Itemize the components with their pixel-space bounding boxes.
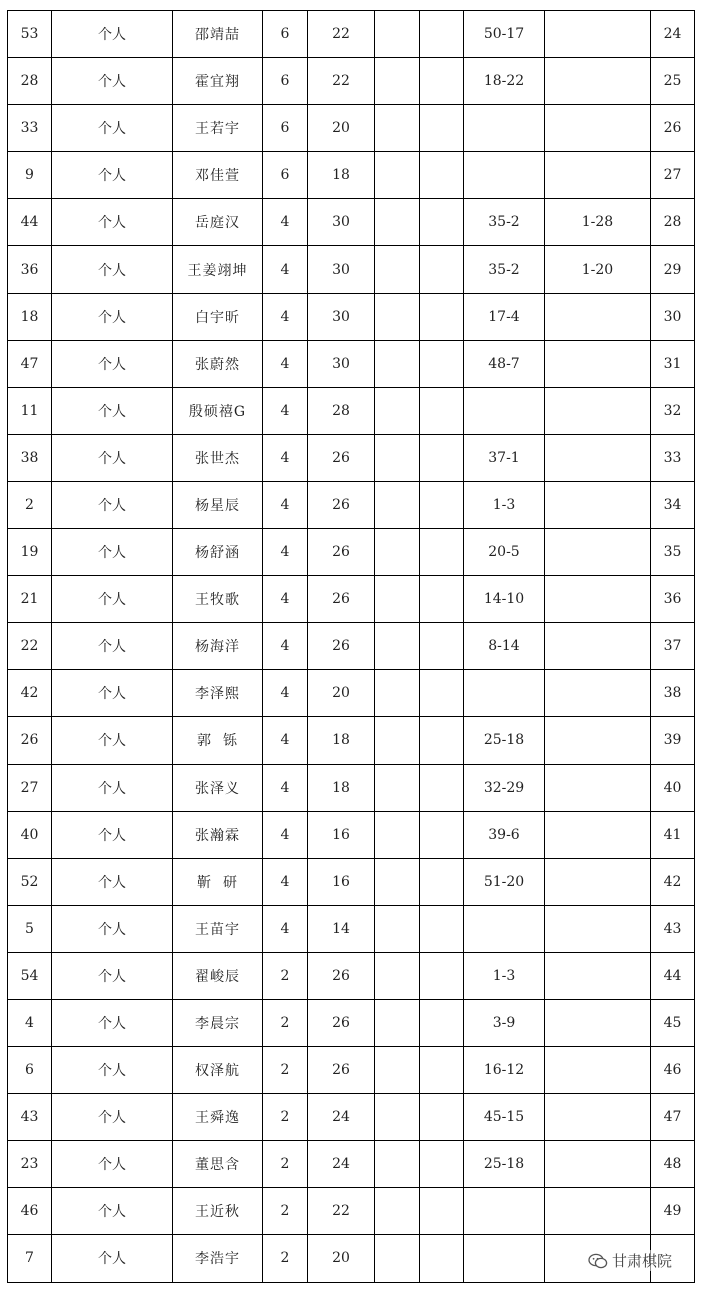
cell-col6 — [375, 811, 420, 858]
cell-number: 43 — [8, 1094, 52, 1141]
cell-opponents: 25-18 — [464, 1141, 545, 1188]
cell-number: 53 — [8, 11, 52, 58]
cell-col6 — [375, 481, 420, 528]
cell-player-name: 王姜翊坤 — [173, 246, 263, 293]
cell-col7 — [420, 905, 464, 952]
cell-tiebreak: 26 — [308, 434, 375, 481]
cell-extra — [545, 1188, 651, 1235]
cell-rank: 49 — [651, 1188, 695, 1235]
cell-number: 21 — [8, 576, 52, 623]
cell-entry-type: 个人 — [52, 529, 173, 576]
cell-player-name: 杨舒涵 — [173, 529, 263, 576]
cell-number: 40 — [8, 811, 52, 858]
cell-rank: 40 — [651, 764, 695, 811]
cell-tiebreak: 16 — [308, 811, 375, 858]
cell-opponents: 3-9 — [464, 999, 545, 1046]
cell-tiebreak: 26 — [308, 576, 375, 623]
cell-opponents: 17-4 — [464, 293, 545, 340]
cell-tiebreak: 26 — [308, 623, 375, 670]
cell-number: 54 — [8, 952, 52, 999]
cell-tiebreak: 16 — [308, 858, 375, 905]
cell-player-name: 王苗宇 — [173, 905, 263, 952]
table-row — [8, 1047, 695, 1094]
cell-number: 28 — [8, 58, 52, 105]
cell-extra — [545, 11, 651, 58]
cell-entry-type: 个人 — [52, 105, 173, 152]
cell-rank: 24 — [651, 11, 695, 58]
cell-extra — [545, 529, 651, 576]
cell-number: 2 — [8, 481, 52, 528]
cell-opponents: 25-18 — [464, 717, 545, 764]
cell-rank: 29 — [651, 246, 695, 293]
cell-extra — [545, 670, 651, 717]
table-row — [8, 1141, 695, 1188]
cell-col7 — [420, 952, 464, 999]
cell-number: 4 — [8, 999, 52, 1046]
cell-col6 — [375, 1141, 420, 1188]
table-row — [8, 1188, 695, 1235]
table-row — [8, 11, 695, 58]
cell-opponents: 1-3 — [464, 481, 545, 528]
cell-opponents: 45-15 — [464, 1094, 545, 1141]
cell-col6 — [375, 576, 420, 623]
cell-tiebreak: 30 — [308, 199, 375, 246]
table-row — [8, 764, 695, 811]
cell-rank: 41 — [651, 811, 695, 858]
cell-col7 — [420, 1094, 464, 1141]
cell-rank: 39 — [651, 717, 695, 764]
cell-rank: 43 — [651, 905, 695, 952]
cell-extra — [545, 58, 651, 105]
cell-entry-type: 个人 — [52, 152, 173, 199]
cell-player-name: 权泽航 — [173, 1047, 263, 1094]
cell-col6 — [375, 670, 420, 717]
cell-score: 4 — [263, 623, 308, 670]
cell-col6 — [375, 529, 420, 576]
cell-opponents: 48-7 — [464, 340, 545, 387]
cell-score: 4 — [263, 481, 308, 528]
table-row — [8, 434, 695, 481]
cell-entry-type: 个人 — [52, 999, 173, 1046]
cell-player-name: 李泽熙 — [173, 670, 263, 717]
cell-number: 5 — [8, 905, 52, 952]
cell-score: 2 — [263, 1235, 308, 1282]
cell-opponents: 50-17 — [464, 11, 545, 58]
cell-extra — [545, 152, 651, 199]
cell-score: 6 — [263, 105, 308, 152]
cell-player-name: 王近秋 — [173, 1188, 263, 1235]
cell-number: 38 — [8, 434, 52, 481]
cell-score: 2 — [263, 1094, 308, 1141]
cell-entry-type: 个人 — [52, 952, 173, 999]
table-row — [8, 858, 695, 905]
cell-col7 — [420, 1188, 464, 1235]
cell-rank: 33 — [651, 434, 695, 481]
cell-extra: 1-28 — [545, 199, 651, 246]
cell-tiebreak: 20 — [308, 670, 375, 717]
cell-extra — [545, 858, 651, 905]
table-row — [8, 105, 695, 152]
cell-entry-type: 个人 — [52, 811, 173, 858]
cell-col7 — [420, 811, 464, 858]
cell-extra — [545, 905, 651, 952]
cell-col6 — [375, 199, 420, 246]
table-row — [8, 529, 695, 576]
results-table — [7, 10, 695, 1283]
cell-player-name: 李浩宇 — [173, 1235, 263, 1282]
cell-player-name: 邵靖喆 — [173, 11, 263, 58]
cell-col6 — [375, 764, 420, 811]
cell-player-name: 霍宜翔 — [173, 58, 263, 105]
cell-col7 — [420, 670, 464, 717]
cell-player-name: 李晨宗 — [173, 999, 263, 1046]
cell-opponents: 35-2 — [464, 199, 545, 246]
wechat-icon — [588, 1253, 608, 1269]
table-row — [8, 623, 695, 670]
cell-score: 4 — [263, 387, 308, 434]
cell-score: 2 — [263, 999, 308, 1046]
cell-rank: 36 — [651, 576, 695, 623]
cell-tiebreak: 18 — [308, 717, 375, 764]
cell-entry-type: 个人 — [52, 11, 173, 58]
cell-entry-type: 个人 — [52, 1141, 173, 1188]
cell-opponents — [464, 1235, 545, 1282]
cell-score: 4 — [263, 293, 308, 340]
cell-col7 — [420, 1235, 464, 1282]
cell-number: 47 — [8, 340, 52, 387]
cell-number: 36 — [8, 246, 52, 293]
cell-col7 — [420, 434, 464, 481]
cell-col6 — [375, 152, 420, 199]
cell-col6 — [375, 105, 420, 152]
cell-extra — [545, 717, 651, 764]
cell-rank: 42 — [651, 858, 695, 905]
cell-tiebreak: 26 — [308, 481, 375, 528]
cell-extra — [545, 481, 651, 528]
cell-col7 — [420, 199, 464, 246]
cell-player-name: 张世杰 — [173, 434, 263, 481]
cell-col6 — [375, 58, 420, 105]
cell-score: 4 — [263, 717, 308, 764]
cell-rank: 28 — [651, 199, 695, 246]
cell-tiebreak: 22 — [308, 11, 375, 58]
table-row — [8, 152, 695, 199]
cell-tiebreak: 22 — [308, 1188, 375, 1235]
cell-tiebreak: 30 — [308, 246, 375, 293]
wechat-watermark — [588, 1250, 672, 1271]
cell-col7 — [420, 246, 464, 293]
cell-entry-type: 个人 — [52, 576, 173, 623]
table-row — [8, 576, 695, 623]
cell-col6 — [375, 11, 420, 58]
cell-col6 — [375, 1188, 420, 1235]
cell-player-name: 郭 铄 — [173, 717, 263, 764]
cell-col7 — [420, 481, 464, 528]
cell-tiebreak: 22 — [308, 58, 375, 105]
cell-col7 — [420, 999, 464, 1046]
cell-col6 — [375, 623, 420, 670]
cell-score: 2 — [263, 1141, 308, 1188]
cell-extra — [545, 1047, 651, 1094]
cell-rank: 32 — [651, 387, 695, 434]
cell-col7 — [420, 764, 464, 811]
cell-rank: 30 — [651, 293, 695, 340]
cell-number: 42 — [8, 670, 52, 717]
cell-col7 — [420, 717, 464, 764]
cell-player-name: 殷硕禧G — [173, 387, 263, 434]
cell-player-name: 翟峻辰 — [173, 952, 263, 999]
cell-extra — [545, 340, 651, 387]
results-table-body — [8, 11, 695, 1283]
cell-col6 — [375, 340, 420, 387]
table-row — [8, 717, 695, 764]
cell-number: 6 — [8, 1047, 52, 1094]
cell-col7 — [420, 293, 464, 340]
cell-player-name: 白宇昕 — [173, 293, 263, 340]
cell-opponents: 14-10 — [464, 576, 545, 623]
cell-extra — [545, 434, 651, 481]
cell-opponents: 37-1 — [464, 434, 545, 481]
cell-tiebreak: 26 — [308, 999, 375, 1046]
cell-col6 — [375, 387, 420, 434]
cell-entry-type: 个人 — [52, 764, 173, 811]
cell-tiebreak: 30 — [308, 293, 375, 340]
cell-score: 4 — [263, 764, 308, 811]
table-row — [8, 246, 695, 293]
cell-score: 6 — [263, 58, 308, 105]
cell-entry-type: 个人 — [52, 246, 173, 293]
cell-extra: 1-20 — [545, 246, 651, 293]
cell-tiebreak: 24 — [308, 1094, 375, 1141]
cell-number: 26 — [8, 717, 52, 764]
cell-rank: 48 — [651, 1141, 695, 1188]
cell-player-name: 杨海洋 — [173, 623, 263, 670]
cell-col6 — [375, 717, 420, 764]
table-row — [8, 387, 695, 434]
cell-player-name: 王若宇 — [173, 105, 263, 152]
cell-entry-type: 个人 — [52, 1188, 173, 1235]
cell-score: 4 — [263, 811, 308, 858]
cell-col7 — [420, 58, 464, 105]
cell-col6 — [375, 858, 420, 905]
cell-opponents: 39-6 — [464, 811, 545, 858]
cell-extra — [545, 293, 651, 340]
cell-score: 4 — [263, 340, 308, 387]
table-row — [8, 1094, 695, 1141]
table-row — [8, 952, 695, 999]
cell-extra — [545, 811, 651, 858]
cell-score: 4 — [263, 434, 308, 481]
cell-extra — [545, 105, 651, 152]
cell-number: 52 — [8, 858, 52, 905]
cell-score: 4 — [263, 199, 308, 246]
cell-number: 18 — [8, 293, 52, 340]
cell-tiebreak: 26 — [308, 1047, 375, 1094]
cell-rank: 26 — [651, 105, 695, 152]
cell-entry-type: 个人 — [52, 1235, 173, 1282]
cell-score: 2 — [263, 1047, 308, 1094]
cell-rank: 47 — [651, 1094, 695, 1141]
table-row — [8, 58, 695, 105]
table-row — [8, 199, 695, 246]
cell-col6 — [375, 905, 420, 952]
cell-number: 19 — [8, 529, 52, 576]
cell-score: 4 — [263, 576, 308, 623]
cell-entry-type: 个人 — [52, 387, 173, 434]
cell-score: 2 — [263, 1188, 308, 1235]
cell-entry-type: 个人 — [52, 434, 173, 481]
cell-score: 4 — [263, 858, 308, 905]
cell-number: 33 — [8, 105, 52, 152]
table-row — [8, 905, 695, 952]
table-row — [8, 340, 695, 387]
cell-rank: 37 — [651, 623, 695, 670]
cell-tiebreak: 20 — [308, 105, 375, 152]
cell-tiebreak: 18 — [308, 764, 375, 811]
cell-rank: 46 — [651, 1047, 695, 1094]
cell-score: 6 — [263, 11, 308, 58]
cell-opponents: 8-14 — [464, 623, 545, 670]
cell-col6 — [375, 1235, 420, 1282]
cell-rank: 25 — [651, 58, 695, 105]
cell-number: 27 — [8, 764, 52, 811]
cell-col6 — [375, 246, 420, 293]
cell-entry-type: 个人 — [52, 481, 173, 528]
cell-opponents — [464, 387, 545, 434]
cell-tiebreak: 26 — [308, 529, 375, 576]
cell-entry-type: 个人 — [52, 858, 173, 905]
cell-extra — [545, 999, 651, 1046]
cell-col7 — [420, 105, 464, 152]
cell-tiebreak: 14 — [308, 905, 375, 952]
cell-score: 2 — [263, 952, 308, 999]
cell-number: 9 — [8, 152, 52, 199]
cell-col7 — [420, 529, 464, 576]
cell-score: 4 — [263, 905, 308, 952]
cell-rank: 35 — [651, 529, 695, 576]
cell-entry-type: 个人 — [52, 293, 173, 340]
cell-tiebreak: 18 — [308, 152, 375, 199]
cell-extra — [545, 576, 651, 623]
cell-tiebreak: 26 — [308, 952, 375, 999]
cell-col7 — [420, 340, 464, 387]
cell-player-name: 邓佳萱 — [173, 152, 263, 199]
cell-tiebreak: 20 — [308, 1235, 375, 1282]
cell-score: 4 — [263, 670, 308, 717]
cell-entry-type: 个人 — [52, 1094, 173, 1141]
cell-tiebreak: 28 — [308, 387, 375, 434]
cell-player-name: 张蔚然 — [173, 340, 263, 387]
cell-player-name: 张泽义 — [173, 764, 263, 811]
cell-rank: 38 — [651, 670, 695, 717]
table-row — [8, 481, 695, 528]
cell-opponents — [464, 905, 545, 952]
cell-entry-type: 个人 — [52, 623, 173, 670]
cell-col7 — [420, 387, 464, 434]
cell-col6 — [375, 1094, 420, 1141]
cell-extra — [545, 764, 651, 811]
cell-rank: 31 — [651, 340, 695, 387]
cell-extra — [545, 387, 651, 434]
cell-rank: 27 — [651, 152, 695, 199]
cell-tiebreak: 24 — [308, 1141, 375, 1188]
cell-entry-type: 个人 — [52, 905, 173, 952]
cell-entry-type: 个人 — [52, 340, 173, 387]
watermark-text: 甘肃棋院 — [612, 1252, 673, 1270]
cell-score: 6 — [263, 152, 308, 199]
cell-col7 — [420, 623, 464, 670]
cell-opponents — [464, 670, 545, 717]
cell-col7 — [420, 1141, 464, 1188]
cell-col7 — [420, 576, 464, 623]
cell-player-name: 王牧歌 — [173, 576, 263, 623]
cell-number: 23 — [8, 1141, 52, 1188]
cell-tiebreak: 30 — [308, 340, 375, 387]
cell-score: 4 — [263, 246, 308, 293]
cell-player-name: 董思含 — [173, 1141, 263, 1188]
cell-col7 — [420, 858, 464, 905]
cell-player-name: 靳 研 — [173, 858, 263, 905]
cell-extra — [545, 623, 651, 670]
cell-player-name: 王舜逸 — [173, 1094, 263, 1141]
cell-col6 — [375, 434, 420, 481]
cell-col7 — [420, 152, 464, 199]
cell-opponents: 18-22 — [464, 58, 545, 105]
cell-extra — [545, 1094, 651, 1141]
table-row — [8, 670, 695, 717]
cell-rank: 34 — [651, 481, 695, 528]
cell-rank: 44 — [651, 952, 695, 999]
table-row — [8, 811, 695, 858]
cell-opponents — [464, 105, 545, 152]
cell-number: 46 — [8, 1188, 52, 1235]
cell-opponents: 1-3 — [464, 952, 545, 999]
cell-score: 4 — [263, 529, 308, 576]
cell-col7 — [420, 11, 464, 58]
cell-number: 11 — [8, 387, 52, 434]
cell-col6 — [375, 1047, 420, 1094]
cell-opponents: 35-2 — [464, 246, 545, 293]
cell-entry-type: 个人 — [52, 717, 173, 764]
cell-entry-type: 个人 — [52, 1047, 173, 1094]
cell-opponents: 16-12 — [464, 1047, 545, 1094]
cell-entry-type: 个人 — [52, 670, 173, 717]
cell-player-name: 岳庭汉 — [173, 199, 263, 246]
cell-entry-type: 个人 — [52, 58, 173, 105]
cell-col6 — [375, 952, 420, 999]
cell-number: 7 — [8, 1235, 52, 1282]
cell-col6 — [375, 293, 420, 340]
cell-extra — [545, 1141, 651, 1188]
cell-extra — [545, 952, 651, 999]
cell-opponents — [464, 152, 545, 199]
cell-number: 44 — [8, 199, 52, 246]
cell-player-name: 杨星辰 — [173, 481, 263, 528]
table-row — [8, 293, 695, 340]
cell-col7 — [420, 1047, 464, 1094]
cell-player-name: 张瀚霖 — [173, 811, 263, 858]
cell-opponents: 51-20 — [464, 858, 545, 905]
cell-opponents — [464, 1188, 545, 1235]
cell-col6 — [375, 999, 420, 1046]
cell-opponents: 32-29 — [464, 764, 545, 811]
cell-rank: 45 — [651, 999, 695, 1046]
cell-entry-type: 个人 — [52, 199, 173, 246]
table-row — [8, 999, 695, 1046]
cell-opponents: 20-5 — [464, 529, 545, 576]
cell-number: 22 — [8, 623, 52, 670]
